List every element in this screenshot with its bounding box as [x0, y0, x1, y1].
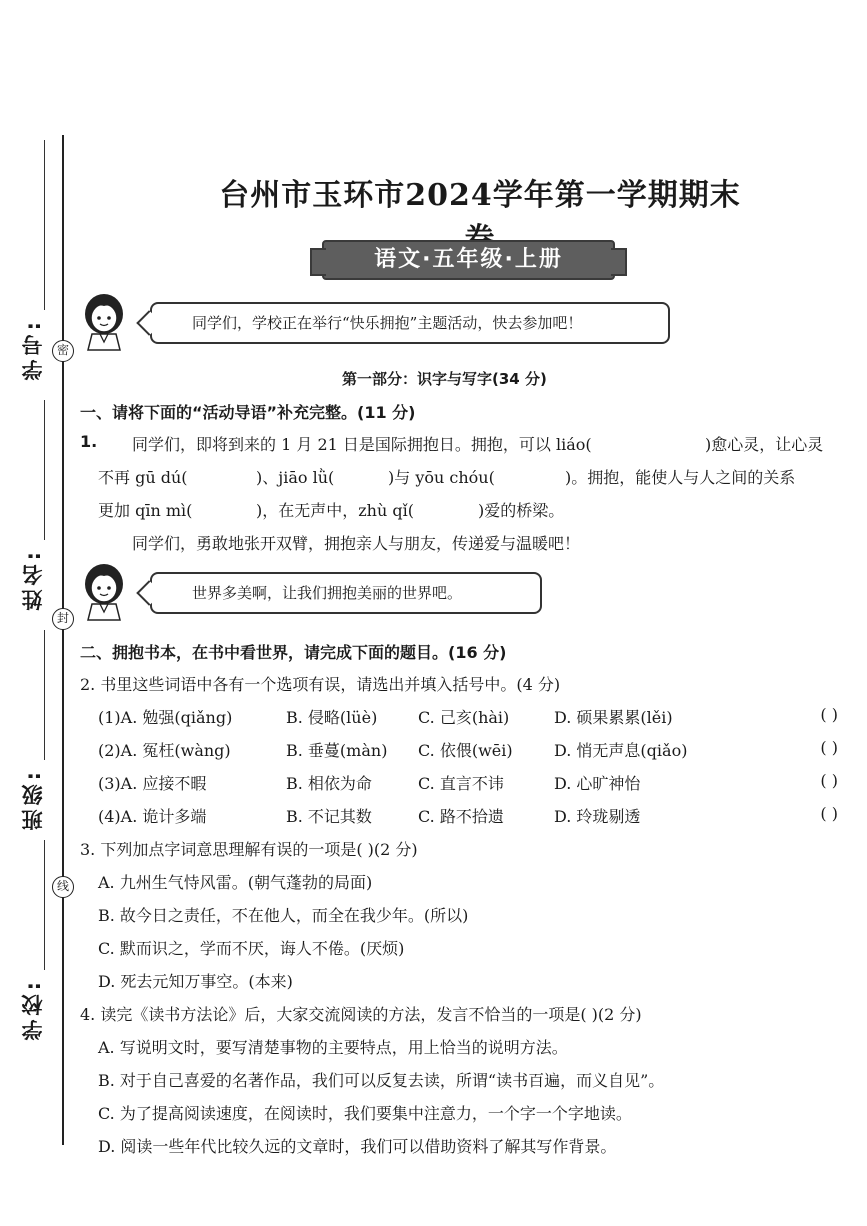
q2-stem: 2. 书里这些词语中各有一个选项有误，请选出并填入括号中。(4 分) [80, 675, 561, 694]
q1-line1-b: )愈心灵，让心灵 [705, 435, 824, 454]
seal-mi: 密 [52, 340, 74, 362]
answer-blank[interactable]: ( ) [820, 804, 838, 823]
section2-title: 二、拥抱书本，在书中看世界，请完成下面的题目。(16 分) [80, 643, 507, 662]
speech-bubble-2 [150, 572, 542, 614]
q2-option-d: D. 心旷神怡 [554, 774, 641, 793]
seal-feng: 封 [52, 608, 74, 630]
q2-option-a: (4)A. 诡计多端 [98, 807, 207, 826]
q4-stem: 4. 读完《读书方法论》后，大家交流阅读的方法，发言不恰当的一项是( )(2 分) [80, 1005, 642, 1024]
answer-blank[interactable]: ( ) [820, 771, 838, 790]
q1-line4: 同学们，勇敢地张开双臂，拥抱亲人与朋友，传递爱与温暖吧！ [132, 534, 581, 553]
name-field[interactable] [44, 400, 45, 540]
q3-option-b: B. 故今日之责任，不在他人，而全在我少年。(所以) [98, 906, 469, 925]
q2-option-c: C. 依偎(wēi) [418, 741, 513, 760]
q4-option-c: C. 为了提高阅读速度，在阅读时，我们要集中注意力，一个字一个字地读。 [98, 1104, 632, 1123]
q2-option-a: (1)A. 勉强(qiǎng) [98, 708, 233, 727]
q2-row [98, 804, 838, 828]
exam-title: 台州市玉环市2024学年第一学期期末 [219, 178, 741, 213]
q2-row [98, 738, 838, 762]
q2-option-b: B. 不记其数 [286, 807, 372, 826]
q2-row [98, 771, 838, 795]
q1-line2-d: )。拥抱，能使人与人之间的关系 [565, 468, 796, 487]
bubble-text-1: 同学们，学校正在举行“快乐拥抱”主题活动，快去参加吧！ [192, 314, 583, 332]
q2-option-a: (3)A. 应接不暇 [98, 774, 207, 793]
q3-option-c: C. 默而识之，学而不厌，诲人不倦。(厌烦) [98, 939, 405, 958]
bubble-tail [136, 580, 161, 605]
subject-banner: 语文·五年级·上册 [322, 240, 615, 280]
q1-line1-a: 同学们，即将到来的 1 月 21 日是国际拥抱日。拥抱，可以 liáo( [132, 435, 592, 454]
q2-option-d: D. 玲珑剔透 [554, 807, 641, 826]
q1-line3-c: )爱的桥梁。 [478, 501, 565, 520]
bubble-text-2: 世界多美啊，让我们拥抱美丽的世界吧。 [192, 584, 463, 602]
class-label: 班级: [21, 768, 45, 831]
part1-title: 第一部分：识字与写字(34 分) [342, 370, 547, 388]
girl-avatar-icon [82, 292, 126, 352]
binding-line [62, 135, 64, 1145]
q1-line2-b: )、jiāo lǜ( [256, 468, 335, 487]
answer-blank[interactable]: ( ) [820, 738, 838, 757]
q2-option-b: B. 侵略(lüè) [286, 708, 378, 727]
name-label: 姓名: [21, 548, 45, 611]
q4-option-a: A. 写说明文时，要写清楚事物的主要特点，用上恰当的说明方法。 [98, 1038, 568, 1057]
girl-avatar-icon [82, 562, 126, 622]
q2-option-c: C. 直言不讳 [418, 774, 504, 793]
q2-option-d: D. 悄无声息(qiǎo) [554, 741, 688, 760]
q4-option-d: D. 阅读一些年代比较久远的文章时，我们可以借助资料了解其写作背景。 [98, 1137, 617, 1156]
q1-line3-a: 更加 qīn mì( [98, 501, 193, 520]
q2-option-c: C. 己亥(hài) [418, 708, 510, 727]
q3-option-d: D. 死去元知万事空。(本来) [98, 972, 293, 991]
q4-option-b: B. 对于自己喜爱的名著作品，我们可以反复去读，所谓“读书百遍，而义自见”。 [98, 1071, 665, 1090]
q2-option-a: (2)A. 冤枉(wàng) [98, 741, 231, 760]
q1-number: 1. [80, 432, 98, 451]
seal-xian: 线 [52, 876, 74, 898]
q2-row [98, 705, 838, 729]
school-field[interactable] [44, 840, 45, 970]
speech-bubble-1 [150, 302, 670, 344]
student-id-field[interactable] [44, 140, 45, 310]
student-id-label: 学号: [21, 318, 45, 381]
answer-blank[interactable]: ( ) [820, 705, 838, 724]
q3-option-a: A. 九州生气恃风雷。(朝气蓬勃的局面) [98, 873, 373, 892]
q3-stem: 3. 下列加点字词意思理解有误的一项是( )(2 分) [80, 840, 418, 859]
school-label: 学校: [21, 978, 45, 1041]
q2-option-d: D. 硕果累累(lěi) [554, 708, 673, 727]
section1-title: 一、请将下面的“活动导语”补充完整。(11 分) [80, 403, 416, 422]
q1-line2-a: 不再 gū dú( [98, 468, 188, 487]
bubble-tail [136, 310, 161, 335]
class-field[interactable] [44, 630, 45, 760]
q1-line2-c: )与 yōu chóu( [388, 468, 495, 487]
q1-line3-b: )，在无声中，zhù qǐ( [256, 501, 414, 520]
q2-option-c: C. 路不拾遗 [418, 807, 504, 826]
q2-option-b: B. 相依为命 [286, 774, 372, 793]
q2-option-b: B. 垂蔓(màn) [286, 741, 388, 760]
